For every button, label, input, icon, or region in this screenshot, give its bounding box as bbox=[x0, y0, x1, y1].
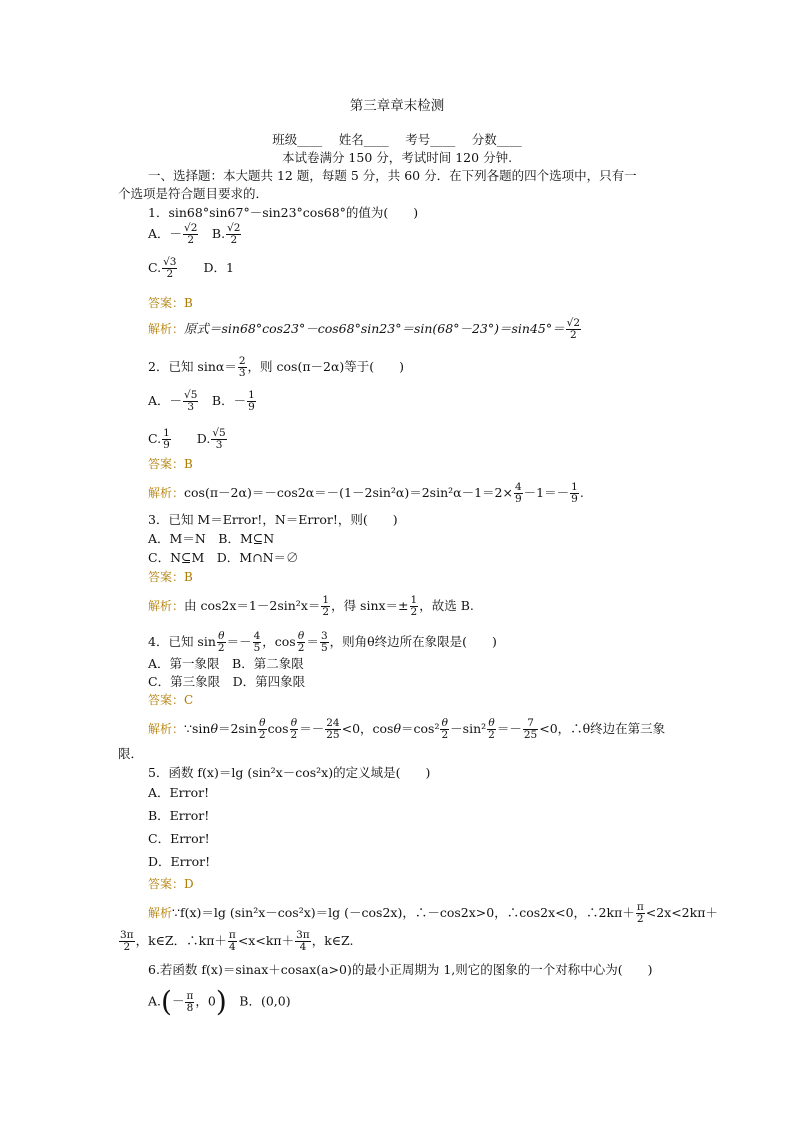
q1-options-ab: A．－ √ $\frac{2}{2}$ B. √ $\frac{2}{2}$ bbox=[148, 223, 242, 246]
q5-option-a: A．Error! bbox=[148, 785, 210, 800]
q2-explanation: 解析：cos(π－2α)＝－cos2α＝－(1－2sin²α)＝2sin²α－1＝2× $\frac{4}{9}$ －1＝－ $\frac{1}{9}$ . bbox=[148, 481, 584, 505]
q4-options-cd: C．第三象限 D．第四象限 bbox=[148, 674, 306, 689]
student-info-line bbox=[0, 132, 794, 148]
score-label: 分数____ bbox=[471, 132, 522, 147]
question-2: 2．已知 sinα＝ $\frac{2}{3}$ ，则 cos(π－2α)等于( ) bbox=[148, 355, 405, 379]
page-title: 第三章章末检测 bbox=[349, 98, 445, 114]
question-1: 1．sin68°sin67°－sin23°cos68°的值为( ) bbox=[148, 205, 419, 220]
q3-options-ab: A．M＝N B．M⊆N bbox=[148, 531, 275, 546]
section-heading-cont: 个选项是符合题目要求的． bbox=[118, 186, 269, 201]
q2-options-ab: A．－ √ $\frac{5}{3}$ B．－ $\frac{1}{9}$ bbox=[148, 390, 257, 413]
q1-explanation: 解析：原式＝sin68°cos23°－cos68°sin23°＝sin(68°－23°)＝sin45°＝ √ $\frac{2}{2}$ bbox=[148, 318, 582, 341]
q5-option-b: B．Error! bbox=[148, 808, 210, 823]
q1-options-cd: C. √ $\frac{3}{2}$ D．1 bbox=[148, 257, 234, 280]
q4-explanation: 解析：∵sinθ＝2sin $\frac{\theta}{2}$ cos $\frac{\theta}{2}$ ＝－ $\frac{24}{25}$ <0，cosθ＝cos² $\frac{\theta}{2}$ －sin² $\frac{\theta}{2}$ ＝－ $\frac{7}{25}$ <0，∴θ终边在第三象 bbox=[148, 717, 666, 741]
q5-option-d: D．Error! bbox=[148, 854, 211, 869]
question-5: 5．函数 f(x)＝lg (sin²x－cos²x)的定义域是( ) bbox=[148, 765, 431, 780]
q6-options-ab: A.(－ $\frac{\pi}{8}$ ，0) B．(0,0) bbox=[148, 985, 291, 1018]
name-label: 姓名____ bbox=[338, 132, 389, 147]
q2-answer: 答案：B bbox=[148, 457, 193, 471]
number-label: 考号____ bbox=[405, 132, 456, 147]
q4-options-ab: A．第一象限 B．第二象限 bbox=[148, 656, 304, 671]
q5-answer: 答案：D bbox=[148, 877, 194, 891]
q4-answer: 答案：C bbox=[148, 693, 194, 707]
q2-options-cd: C. $\frac{1}{9}$ D. √ $\frac{5}{3}$ bbox=[148, 428, 228, 451]
q3-answer: 答案：B bbox=[148, 570, 193, 584]
q4-explanation-cont: 限． bbox=[118, 746, 144, 761]
q3-options-cd: C．N⊆M D．M∩N＝∅ bbox=[148, 550, 299, 565]
q5-explanation: 解析∵f(x)＝lg (sin²x－cos²x)＝lg (－cos2x)，∴－cos2x>0，∴cos2x<0，∴2kπ＋ $\frac{\pi}{2}$ <2x<2kπ＋ bbox=[148, 901, 718, 925]
q3-explanation: 解析：由 cos2x＝1－2sin²x＝ $\frac{1}{2}$ ，得 sinx＝± $\frac{1}{2}$ ，故选 B. bbox=[148, 594, 474, 618]
question-3: 3．已知 M＝Error!，N＝Error!，则( ) bbox=[148, 512, 398, 527]
q5-explanation-cont: $\frac{3\pi}{2}$ ，k∈Z．∴kπ＋ $\frac{\pi}{4}$ <x<kπ＋ $\frac{3\pi}{4}$ ，k∈Z. bbox=[120, 929, 354, 953]
q5-option-c: C．Error! bbox=[148, 831, 210, 846]
class-label: 班级____ bbox=[272, 132, 323, 147]
exam-note: 本试卷满分 150 分，考试时间 120 分钟. bbox=[281, 150, 513, 165]
question-4: 4．已知 sin $\frac{\theta}{2}$ ＝－ $\frac{4}{5}$ ，cos $\frac{\theta}{2}$ ＝ $\frac{3}{5}$ ，则角θ终边所在象限是( ) bbox=[148, 630, 497, 654]
q1-answer: 答案：B bbox=[148, 296, 193, 310]
section-heading: 一、选择题：本大题共 12 题，每题 5 分，共 60 分．在下列各题的四个选项中，只有一 bbox=[148, 168, 637, 183]
question-6: 6.若函数 f(x)＝sinax＋cosax(a>0)的最小正周期为 1,则它的图象的一个对称中心为( ) bbox=[148, 962, 653, 977]
